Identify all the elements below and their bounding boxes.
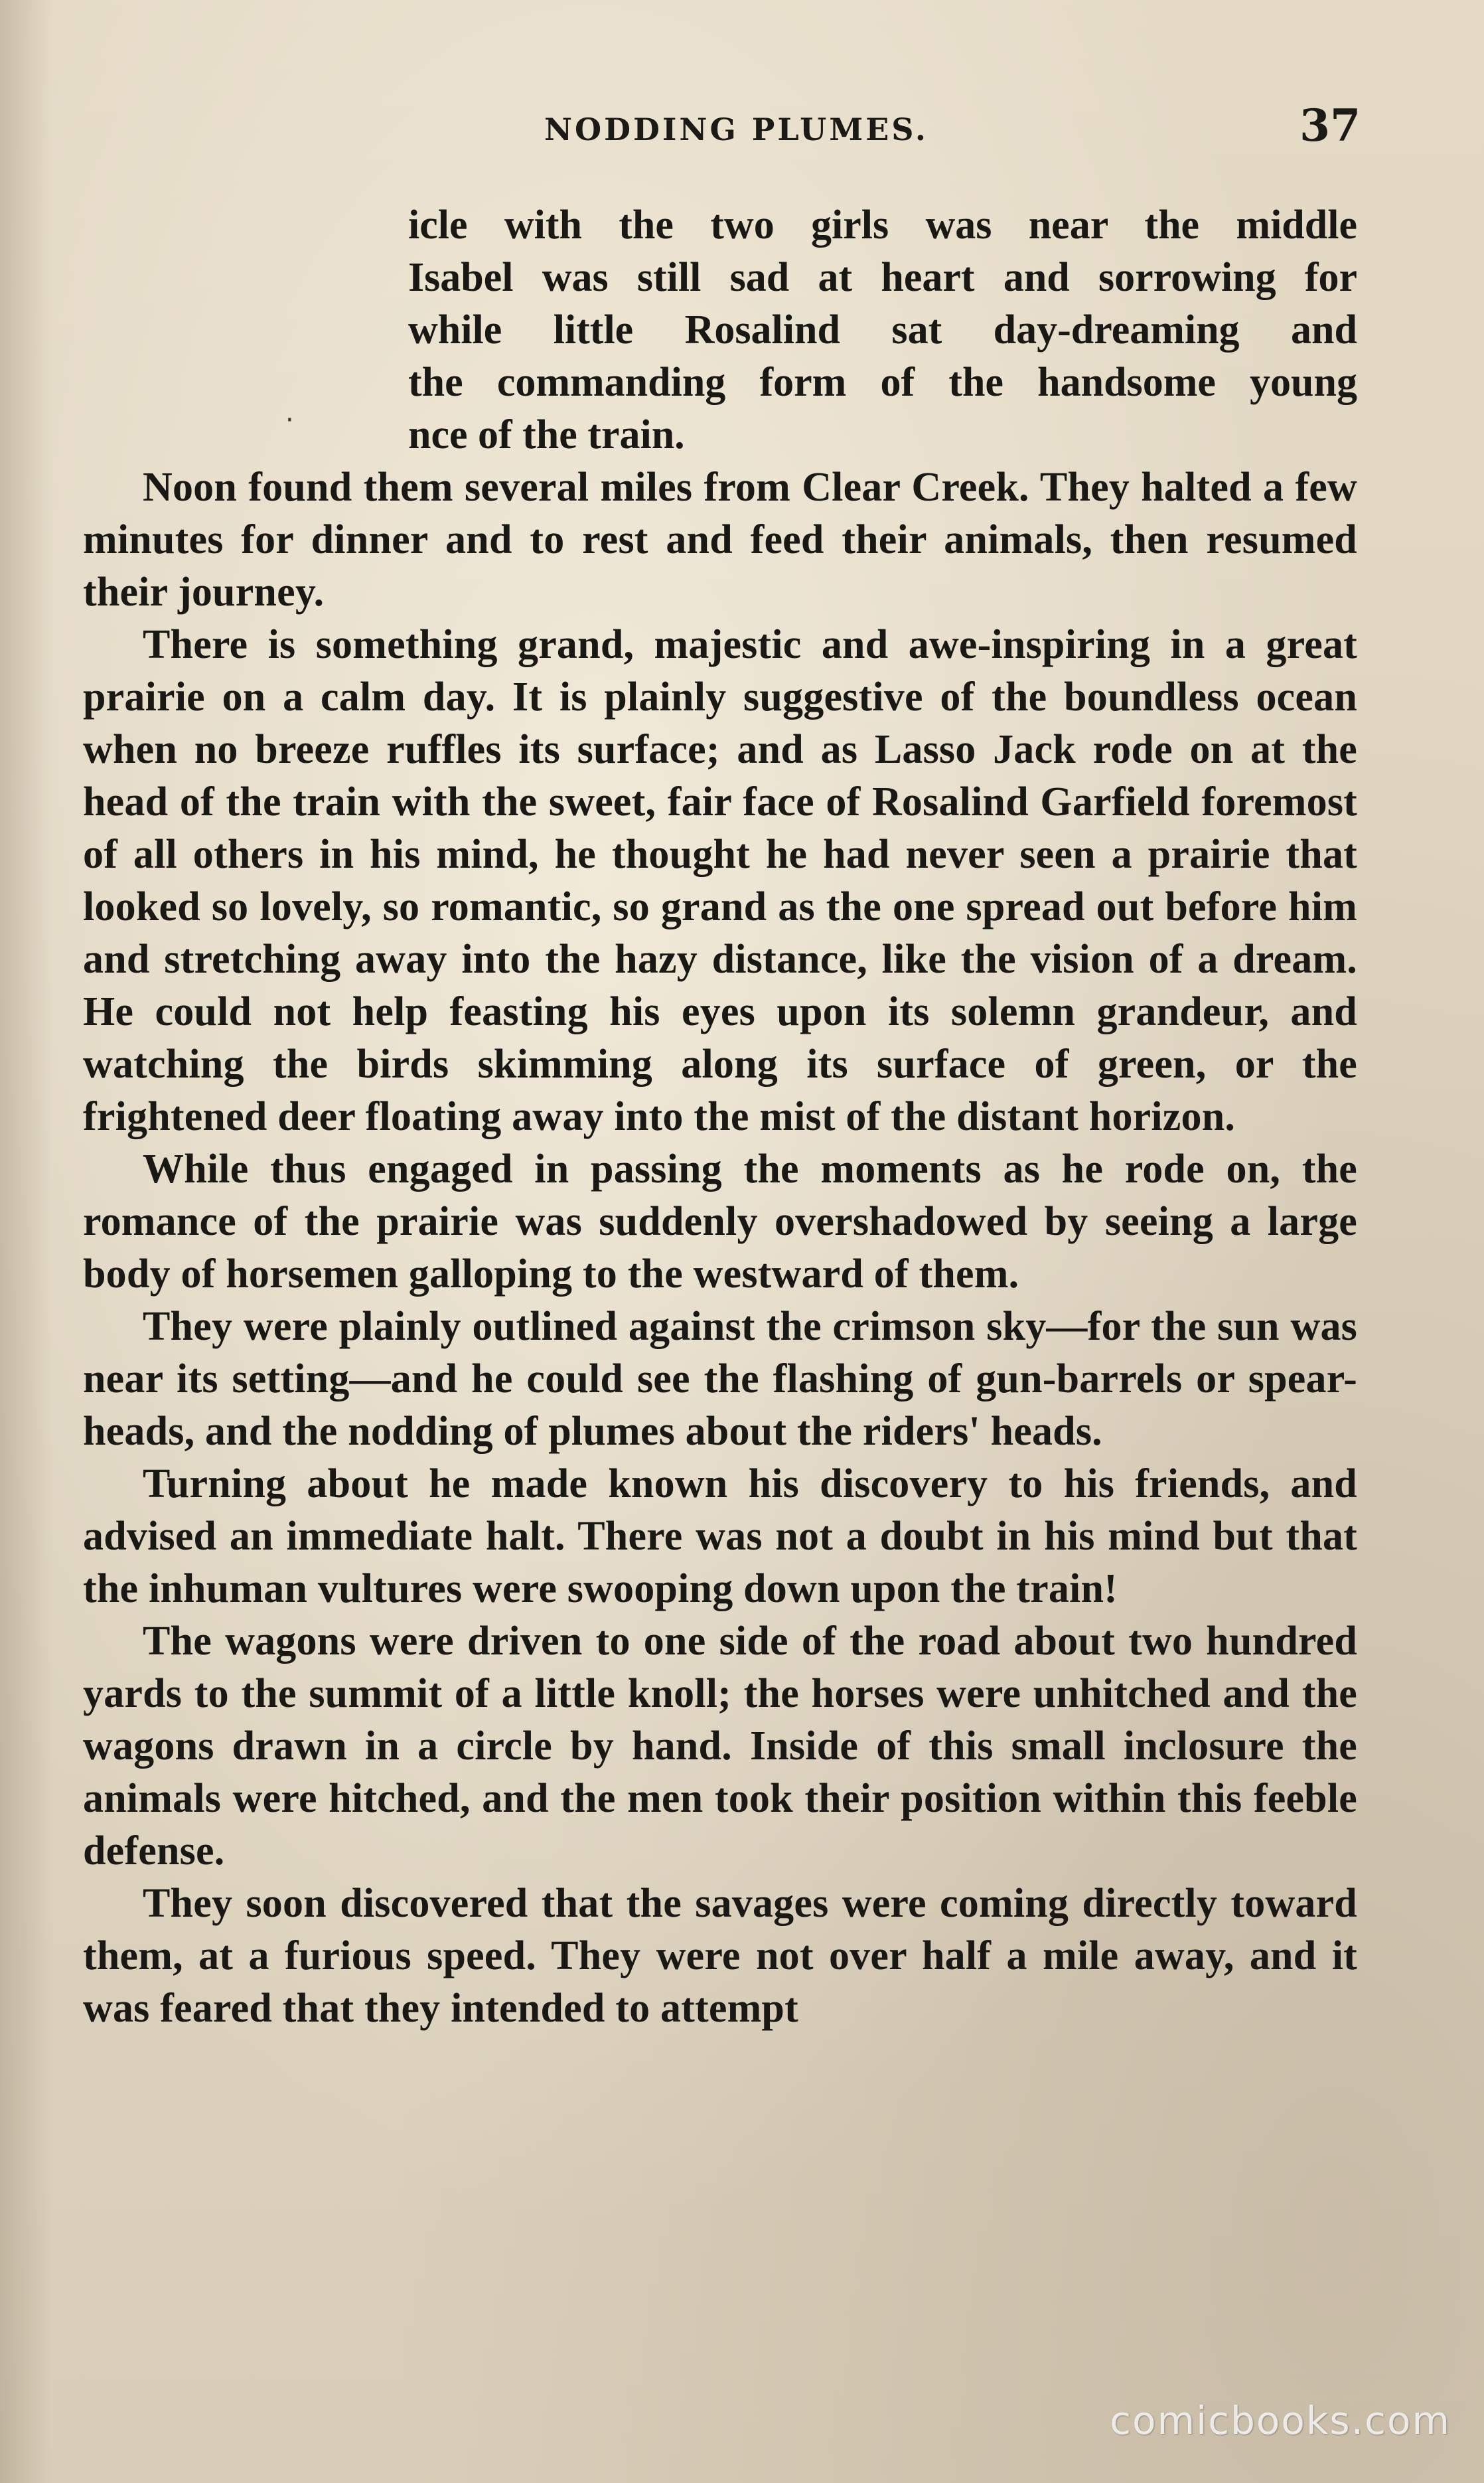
opening-line: the commanding form of the handsome young (408, 360, 1357, 405)
paragraph: They soon discovered that the savages were coming directly toward them, at a furious speed. They were not over half a mile away, and it was feared that they intended to attempt (83, 1881, 1357, 2031)
paragraph: Turning about he made known his discovery to his friends, and advised an immediate halt. There was not a doubt in his mind but that the inhuman vultures were swooping down upon the train! (83, 1461, 1357, 1611)
running-head: NODDING PLUMES. (544, 112, 928, 147)
paragraph: There is something grand, majestic and awe-inspiring in a great prairie on a calm day. It is plainly suggestive of the boundless ocean when no breeze ruffles its surface; and as Lasso Jack rode on at the head of the train with the sweet, fair face of Rosalind Garfield foremost of all others in his mind, he thought he had never seen a prairie that looked so lovely, so romantic, so grand as the one spread out before him and stretching away into the hazy distance, like the vision of a dream. He could not help feasting his eyes upon its solemn grandeur, and watching the birds skimming along its surface of green, or the frightened deer floating away into the mist of the distant horizon. (83, 622, 1357, 1139)
paragraph: The wagons were driven to one side of the road about two hundred yards to the summit of a little knoll; the horses were unhitched and the wagons drawn in a circle by hand. Inside of this small inclosure the animals were hitched, and the men took their position within this feeble defense. (83, 1619, 1357, 1874)
page-number: 37 (1299, 100, 1361, 151)
page-header (80, 100, 1361, 153)
opening-line: Isabel was still sad at heart and sorrowing for (408, 255, 1357, 300)
opening-line: nce of the train. (408, 412, 685, 457)
paragraph: While thus engaged in passing the moments as he rode on, the romance of the prairie was suddenly overshadowed by seeing a large body of horsemen galloping to the westward of them. (83, 1147, 1357, 1297)
binding-shadow (0, 0, 53, 2483)
opening-line: while little Rosalind sat day-dreaming and (408, 307, 1357, 353)
paragraph: They were plainly outlined against the crimson sky—for the sun was near its setting—and he could see the flashing of gun-barrels or spear-heads, and the nodding of plumes about the riders' heads. (83, 1304, 1357, 1454)
watermark-text: comicbooks.com (1110, 2398, 1451, 2443)
paragraph: Noon found them several miles from Clear Creek. They halted a few minutes for dinner and to rest and feed their animals, then resumed their journey. (83, 465, 1357, 615)
body-text (83, 199, 1357, 2363)
opening-fragment (408, 199, 1357, 461)
ink-smudge-mark: · (285, 405, 294, 436)
opening-line: icle with the two girls was near the middle (408, 202, 1357, 248)
